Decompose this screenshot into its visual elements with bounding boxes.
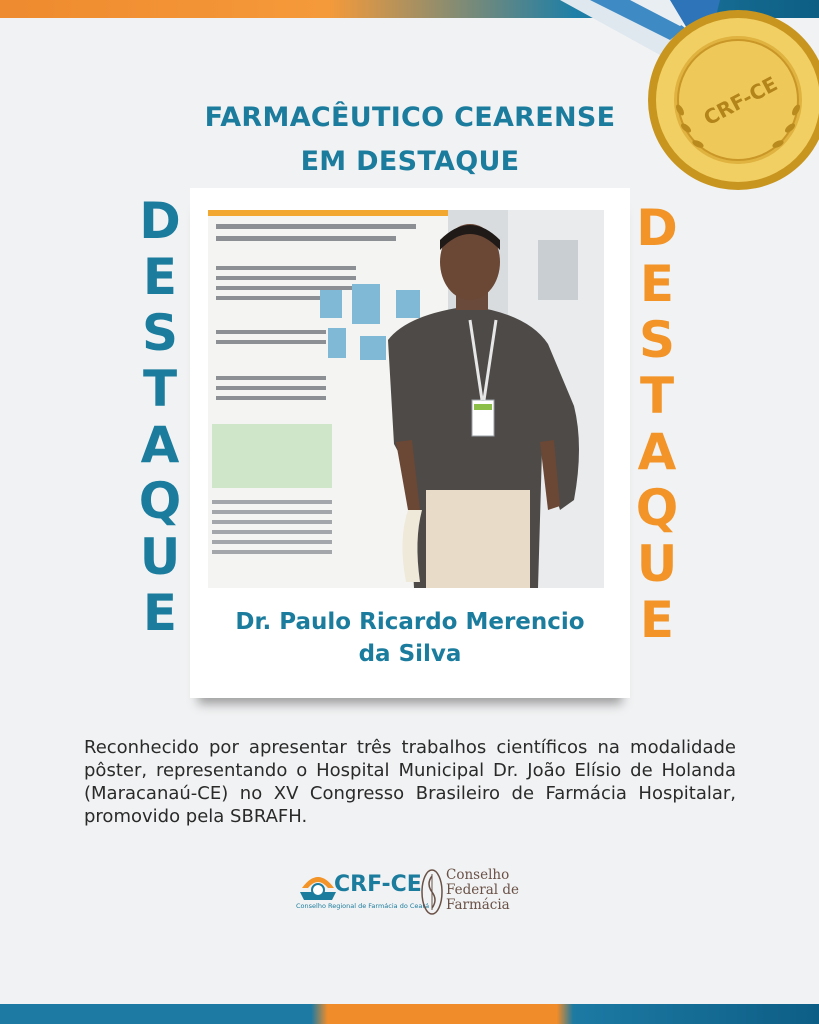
person-name-line-1: Dr. Paulo Ricardo Merencio [235,609,585,635]
crf-ce-wordmark: CRF-CE [334,872,422,897]
crf-ce-emblem-icon [298,868,338,904]
vertical-letter: E [142,248,178,306]
vertical-letter: S [638,311,675,369]
vertical-letter: D [139,192,181,250]
vertical-letter: D [636,199,678,257]
bottom-color-band [0,1004,819,1024]
vertical-letter: S [141,304,178,362]
cff-emblem-icon [420,868,444,916]
vertical-letter: T [142,360,178,418]
cff-wordmark: Conselho Federal de Farmácia [446,867,519,913]
headline-line-2: EM DESTAQUE [300,146,520,177]
vertical-letter: Q [138,472,182,530]
medal-label: CRF-CE [699,71,782,131]
vertical-letter: U [636,535,678,593]
vertical-word-right [622,200,692,648]
person-name-line-2: da Silva [358,641,462,667]
vertical-letter: Q [635,479,679,537]
featured-card [190,188,630,698]
vertical-word-left [125,193,195,641]
crf-ce-subtitle: Conselho Regional de Farmácia do Ceará [296,902,430,910]
vertical-letter: U [139,528,181,586]
vertical-letter: E [639,255,675,313]
crf-ce-logo [296,866,436,916]
vertical-letter: T [639,367,675,425]
person-name [190,606,630,670]
man-at-scientific-poster-photo [208,210,604,588]
vertical-letter: E [142,584,178,642]
vertical-letter: A [140,416,180,474]
headline-line-1: FARMACÊUTICO CEARENSE [204,102,616,133]
recognition-description: Reconhecido por apresentar três trabalhos científicos na modalidade pôster, representando o Hospital Municipal Dr. João Elísio de Holanda (Maracanaú-CE) no XV Congresso Brasileiro de Farmácia Hospitalar, promovido pela SBRAFH. [84,737,736,827]
cff-logo [420,866,540,918]
vertical-letter: A [637,423,677,481]
vertical-letter: E [639,591,675,649]
